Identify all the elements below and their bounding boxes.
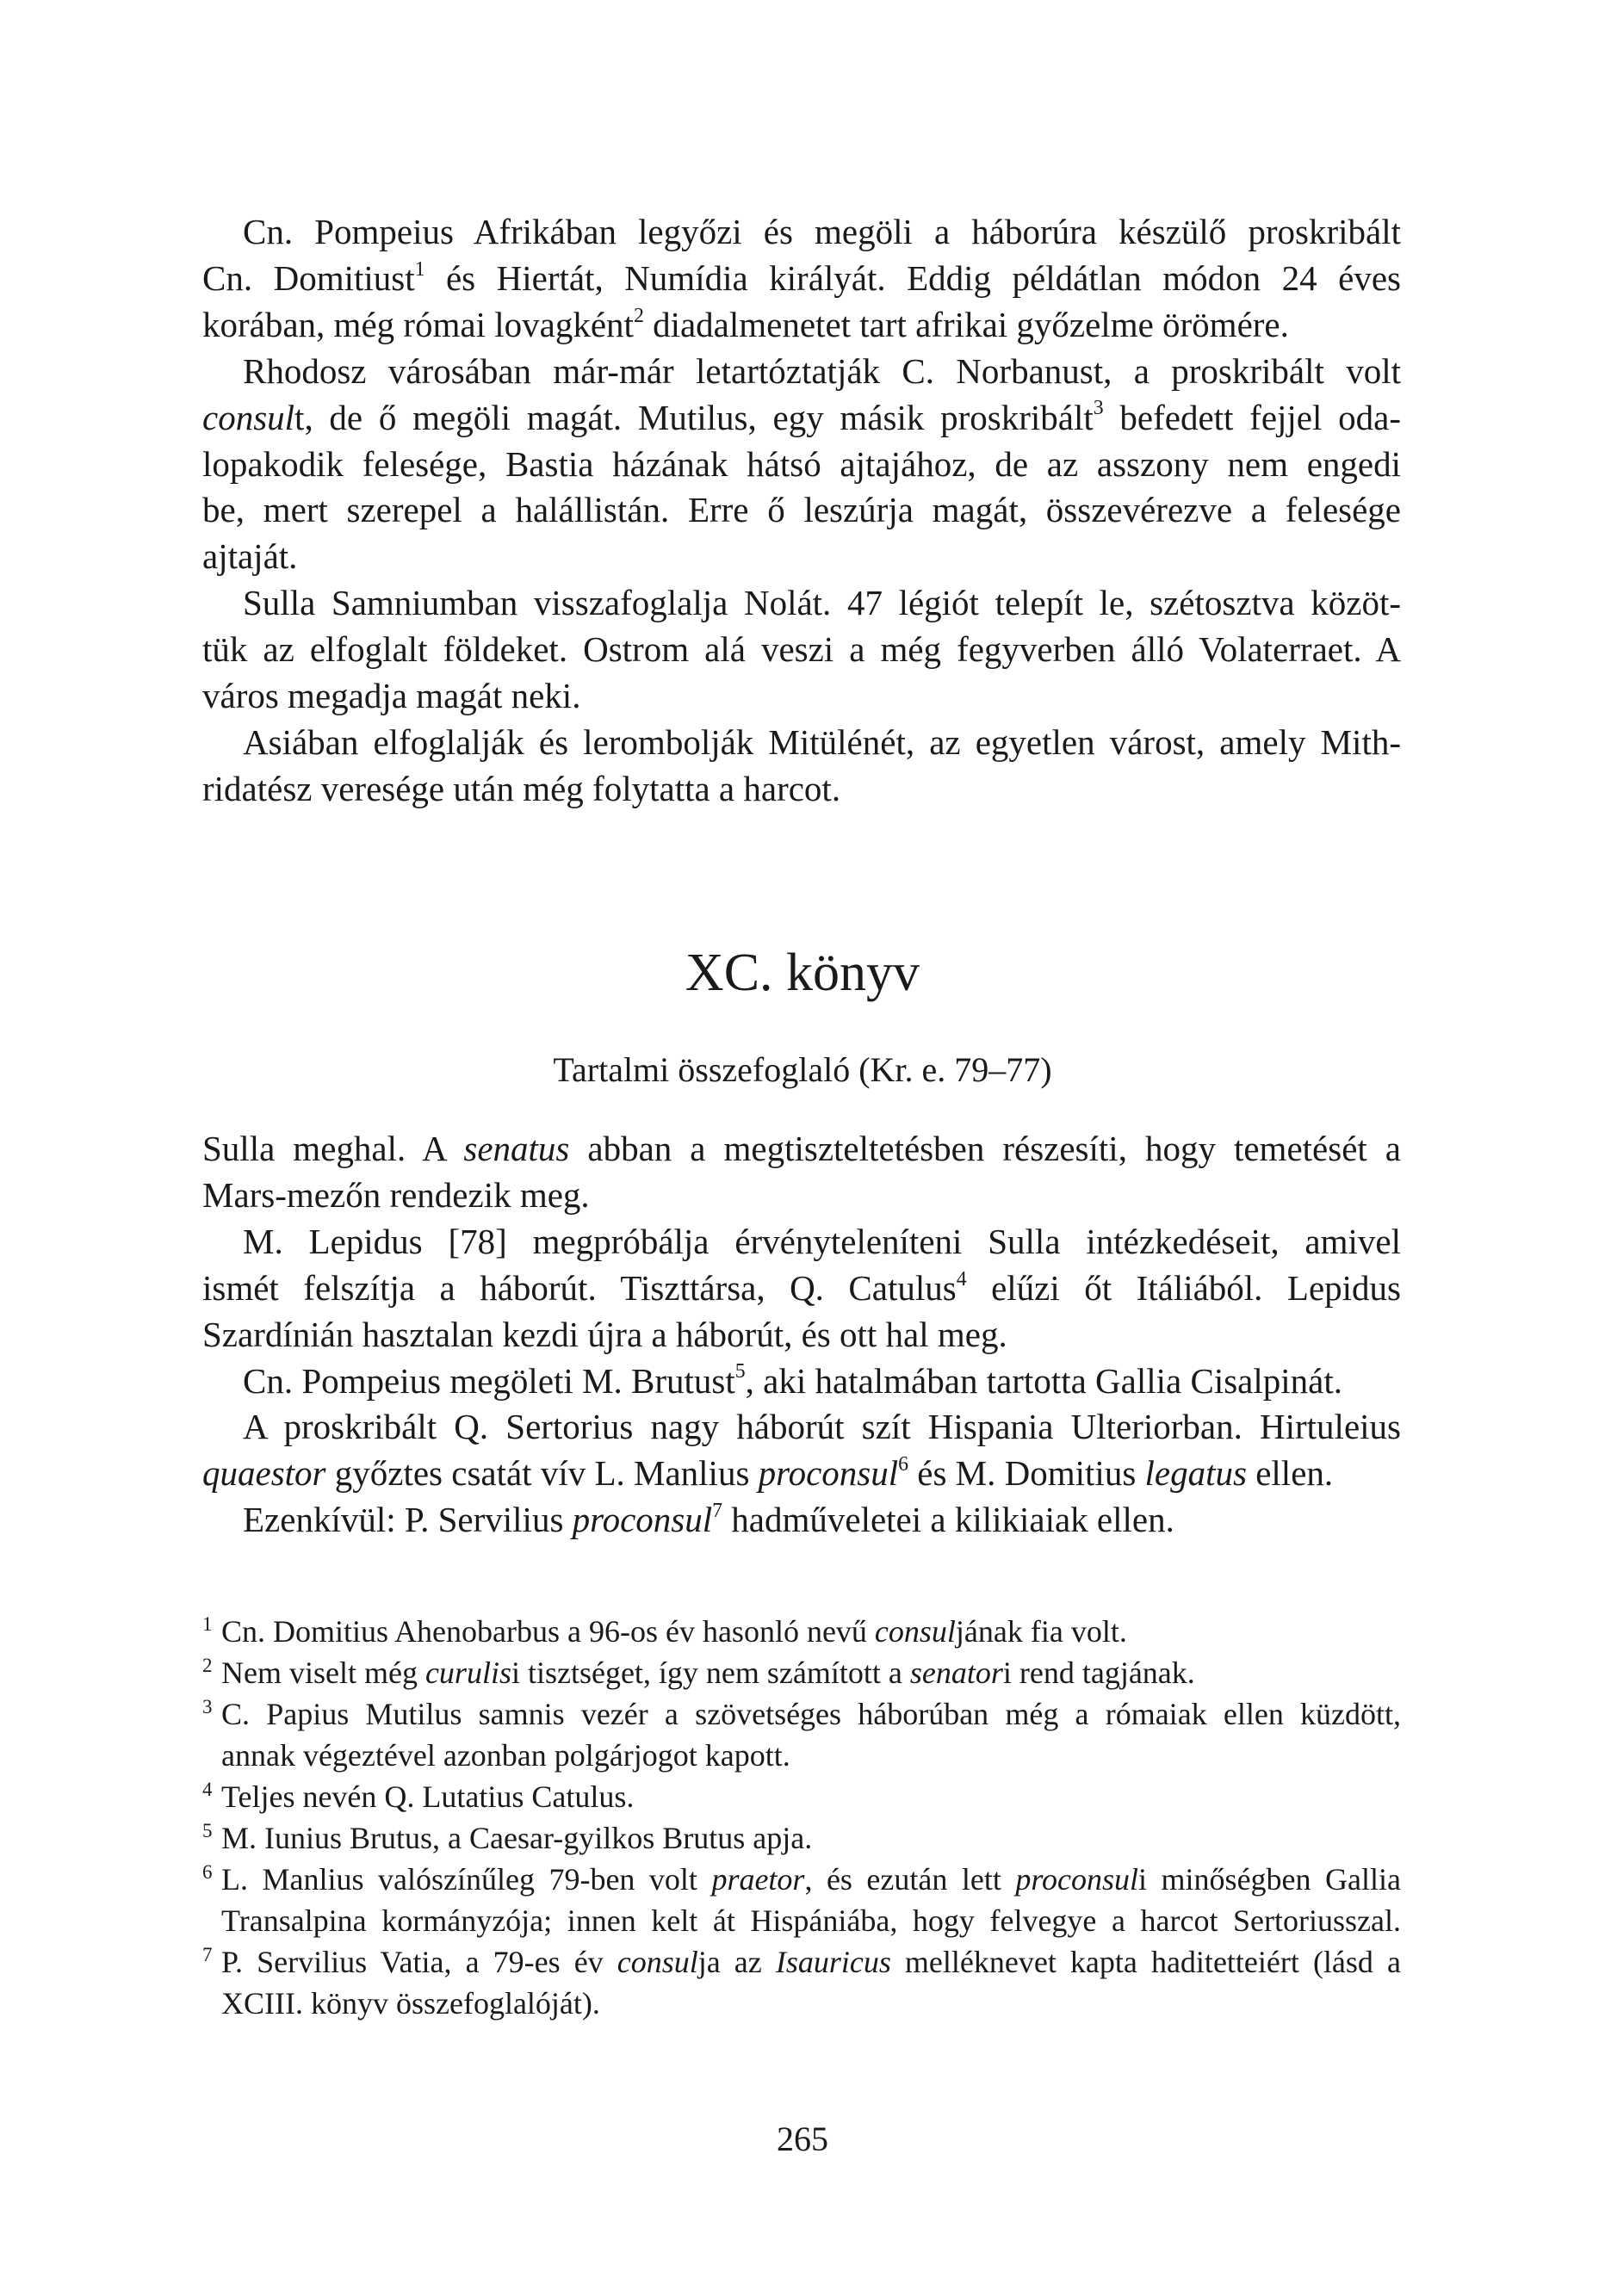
italic-term: Isauricus (775, 1945, 891, 1979)
text-run: befedett fejjel oda- (1103, 397, 1401, 437)
text-run: város megadja magát neki. (202, 676, 581, 715)
text-run: i tisztséget, így nem számított a (511, 1655, 910, 1690)
text-run: Ezenkívül: P. Servilius (243, 1500, 573, 1540)
text-line (202, 626, 1401, 672)
italic-term: senator (909, 1655, 1003, 1690)
italic-term: praetor (711, 1862, 805, 1897)
text-run: melléknevet kapta haditetteiért (lásd a (890, 1945, 1401, 1979)
footnote-line (202, 1693, 1401, 1735)
text-run: Rhodosz városában már-már letartóztatják C. Norbanust, a proskribált volt (243, 350, 1401, 391)
text-run: elűzi őt Itáliából. Lepidus (966, 1267, 1401, 1308)
text-run: Asiában elfoglalják és lerombolják Mitülénét, az egyetlen várost, amely Mith- (243, 721, 1401, 762)
text-line (202, 1218, 1401, 1265)
footnote-reference[interactable]: 6 (898, 1453, 909, 1476)
text-line (202, 719, 1401, 765)
text-line (202, 765, 1401, 812)
footnote-reference[interactable]: 2 (633, 304, 644, 327)
text-run: abban a megtiszteltetésben részesíti, hogy temetését a (569, 1129, 1401, 1168)
page-number: 265 (777, 2120, 828, 2158)
text-line (202, 1125, 1401, 1172)
italic-term: senatus (463, 1129, 570, 1168)
footnote-line (202, 1941, 1401, 1983)
chapter-heading: XC. könyv (685, 944, 920, 1002)
text-run: jának fia volt. (955, 1614, 1127, 1649)
footnote-reference[interactable]: 1 (414, 257, 425, 281)
text-line (202, 255, 1401, 301)
footnote-number: 3 (202, 1696, 213, 1717)
text-run: ismét felszítja a háborút. Tiszttársa, Q. Catulus (202, 1267, 957, 1308)
text-run: Cn. Domitiust (202, 257, 415, 298)
footnote-line (202, 1776, 1401, 1817)
text-run: Nem viselt még (221, 1655, 425, 1690)
footnote-reference[interactable]: 7 (712, 1500, 723, 1523)
text-line (202, 1403, 1401, 1450)
footnote-number: 1 (202, 1613, 213, 1635)
text-run: Sulla meghal. A (202, 1129, 464, 1168)
text-run: t, de ő megöli magát. Mutilus, egy másik proskribált (294, 397, 1094, 437)
text-line (202, 1172, 1401, 1218)
text-run: be, mert szerepel a halállistán. Erre ő leszúrja magát, összevérezve a felesége (202, 490, 1401, 530)
text-line (202, 441, 1401, 487)
text-run: győztes csatát vív L. Manlius (325, 1453, 759, 1494)
italic-term: consul (202, 397, 295, 437)
italic-term: curulis (424, 1655, 511, 1690)
italic-term: proconsul (1015, 1862, 1139, 1897)
text-run: hadműveletei a kilikiaiak ellen. (722, 1500, 1174, 1540)
text-run: ellen. (1246, 1453, 1334, 1494)
text-run: A proskribált Q. Sertorius nagy háborút szít Hispania Ulteriorban. Hirtuleius (243, 1407, 1401, 1447)
text-line (202, 348, 1401, 394)
footnote-line (221, 1735, 1401, 1776)
text-run: lopakodik felesége, Bastia házának hátsó ajtajához, de az asszony nem engedi (202, 443, 1401, 484)
text-run: M. Iunius Brutus, a Caesar-gyilkos Brutus apja. (221, 1821, 813, 1855)
text-line (202, 579, 1401, 626)
text-run: Transalpina kormányzója; innen kelt át Hispániába, hogy felvegye a harcot Sertoriusszal. (221, 1903, 1401, 1938)
footnote-line (202, 1859, 1401, 1900)
text-run: ajtaját. (202, 536, 298, 577)
text-run: XCIII. könyv összefoglalóját). (221, 1986, 600, 2021)
text-run: i minőségben Gallia (1138, 1862, 1401, 1897)
italic-term: consul (874, 1614, 956, 1649)
italic-term: consul (617, 1945, 698, 1979)
text-run: , aki hatalmában tartotta Gallia Cisalpinát. (745, 1360, 1342, 1401)
text-run: Cn. Pompeius Afrikában legyőzi és megöli a háborúra készülő proskribált (243, 212, 1401, 251)
text-run: ridatész veresége után még folytatta a harcot. (202, 768, 841, 808)
text-run: korában, még római lovagként (202, 304, 634, 344)
text-line (202, 1311, 1401, 1358)
text-run: és M. Domitius (908, 1453, 1145, 1494)
text-run: ja az (697, 1945, 776, 1979)
text-line (202, 672, 1401, 719)
text-line (202, 301, 1401, 348)
text-run: C. Papius Mutilus samnis vezér a szövetséges háborúban még a rómaiak ellen küzdött, (221, 1697, 1401, 1731)
text-run: tük az elfoglalt földeket. Ostrom alá veszi a még fegyverben álló Volaterraet. A (202, 629, 1401, 670)
text-run: P. Servilius Vatia, a 79-es év (221, 1945, 617, 1979)
italic-term: proconsul (758, 1453, 899, 1494)
footnote-line (202, 1652, 1401, 1693)
text-line (202, 394, 1401, 441)
italic-term: proconsul (572, 1500, 713, 1540)
text-line (202, 486, 1401, 533)
text-run: Cn. Domitius Ahenobarbus a 96-os év hasonló nevű (221, 1614, 875, 1649)
footnote-number: 5 (202, 1820, 213, 1841)
text-run: Teljes nevén Q. Lutatius Catulus. (221, 1779, 635, 1814)
footnote-number: 6 (202, 1861, 213, 1883)
footnote-reference[interactable]: 4 (956, 1267, 967, 1290)
text-run: Szardínián hasztalan kezdi újra a háborút, és ott hal meg. (202, 1314, 1007, 1354)
text-line (202, 533, 1401, 579)
text-line (202, 208, 1401, 255)
text-run: L. Manlius valószínűleg 79-ben volt (221, 1862, 712, 1897)
text-run: és Hiertát, Numídia királyát. Eddig példátlan módon 24 éves (424, 257, 1401, 298)
text-line (202, 1265, 1401, 1311)
text-run: Cn. Pompeius megöleti M. Brutust (243, 1360, 735, 1401)
footnote-reference[interactable]: 3 (1093, 397, 1104, 420)
text-line (202, 1450, 1401, 1496)
footnote-number: 2 (202, 1655, 213, 1676)
text-line (202, 1358, 1401, 1404)
footnote-line (221, 1983, 1401, 2024)
text-run: annak végeztével azonban polgárjogot kapott. (221, 1738, 790, 1773)
italic-term: quaestor (202, 1453, 326, 1494)
footnote-line (202, 1611, 1401, 1652)
text-run: M. Lepidus [78] megpróbálja érvényteleníteni Sulla intézkedéseit, amivel (243, 1221, 1401, 1261)
text-run: , és ezután lett (804, 1862, 1016, 1897)
footnote-reference[interactable]: 5 (734, 1360, 746, 1383)
text-run: Mars-mezőn rendezik meg. (202, 1174, 590, 1215)
text-line (202, 1496, 1401, 1543)
footnote-line (221, 1900, 1401, 1941)
chapter-subheading: Tartalmi összefoglaló (Kr. e. 79–77) (553, 1050, 1052, 1089)
text-run: diadalmenetet tart afrikai győzelme örömére. (643, 304, 1289, 344)
footnote-number: 7 (202, 1944, 213, 1965)
footnote-number: 4 (202, 1779, 213, 1800)
italic-term: legatus (1144, 1453, 1247, 1494)
footnote-line (202, 1817, 1401, 1859)
text-run: i rend tagjának. (1002, 1655, 1195, 1690)
text-run: Sulla Samniumban visszafoglalja Nolát. 47 légiót telepít le, szétosztva közöt- (243, 583, 1401, 623)
